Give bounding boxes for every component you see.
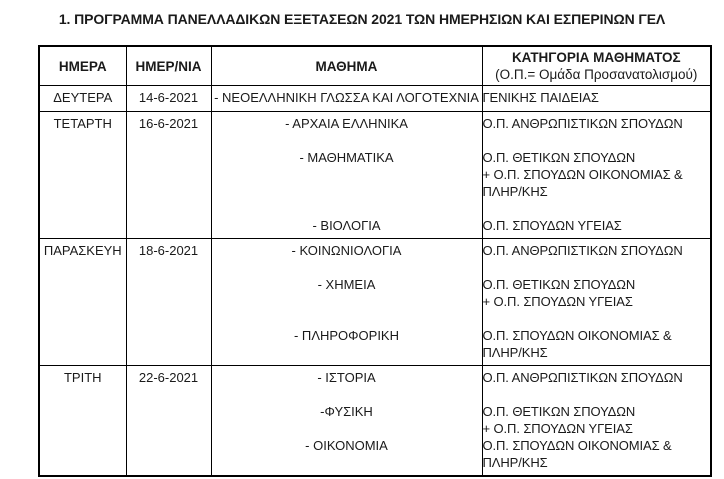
header-category-subtitle: (Ο.Π.= Ομάδα Προσανατολισμού)	[495, 67, 698, 82]
subject-cell	[211, 86, 482, 112]
category-line: Ο.Π. ΘΕΤΙΚΩΝ ΣΠΟΥΔΩΝ	[482, 404, 636, 419]
category-line: Ο.Π. ΑΝΘΡΩΠΙΣΤΙΚΩΝ ΣΠΟΥΔΩΝ	[482, 243, 683, 258]
day-label: ΤΡΙΤΗ	[63, 370, 102, 385]
day-label: ΔΕΥΤΕΡΑ	[53, 90, 113, 105]
subject-line	[212, 132, 482, 149]
day-cell	[39, 366, 126, 477]
category-line: Ο.Π. ΣΠΟΥΔΩΝ ΟΙΚΟΝΟΜΙΑΣ &	[482, 328, 672, 343]
subject-line	[212, 386, 482, 403]
header-date-label: ΗΜΕΡ/ΝΙΑ	[135, 58, 202, 74]
date-label: 16-6-2021	[138, 116, 199, 131]
day-cell	[39, 239, 126, 366]
subject-line: - ΠΛΗΡΟΦΟΡΙΚΗ	[293, 328, 399, 343]
subject-line	[212, 454, 482, 471]
category-line: ΓΕΝΙΚΗΣ ΠΑΙΔΕΙΑΣ	[482, 90, 599, 105]
subject-line: -ΦΥΣΙΚΗ	[320, 404, 373, 419]
category-line: Ο.Π. ΘΕΤΙΚΩΝ ΣΠΟΥΔΩΝ	[482, 150, 636, 165]
date-cell	[126, 239, 211, 366]
category-line	[483, 200, 711, 217]
day-label: ΠΑΡΑΣΚΕΥΗ	[43, 243, 122, 258]
table-row	[39, 86, 711, 112]
category-line: Ο.Π. ΘΕΤΙΚΩΝ ΣΠΟΥΔΩΝ	[482, 277, 636, 292]
subject-line: - ΟΙΚΟΝΟΜΙΑ	[305, 438, 388, 453]
day-cell	[39, 112, 126, 239]
table-row	[39, 112, 711, 239]
subject-line	[212, 293, 482, 310]
header-day	[39, 46, 126, 86]
category-line: Ο.Π. ΑΝΘΡΩΠΙΣΤΙΚΩΝ ΣΠΟΥΔΩΝ	[482, 370, 683, 385]
category-line: ΠΛΗΡ/ΚΗΣ	[482, 184, 548, 199]
category-line: ΠΛΗΡ/ΚΗΣ	[482, 345, 548, 360]
day-cell	[39, 86, 126, 112]
category-line: + Ο.Π. ΣΠΟΥΔΩΝ ΥΓΕΙΑΣ	[482, 421, 633, 436]
header-day-label: ΗΜΕΡΑ	[58, 58, 107, 74]
date-cell	[126, 112, 211, 239]
subject-line: - ΝΕΟΕΛΛΗΝΙΚΗ ΓΛΩΣΣΑ ΚΑΙ ΛΟΓΟΤΕΧΝΙΑ	[214, 90, 479, 105]
subject-line: - ΜΑΘΗΜΑΤΙΚΑ	[299, 150, 394, 165]
subject-line: - ΑΡΧΑΙΑ ΕΛΛΗΝΙΚΑ	[285, 116, 408, 131]
subject-line	[212, 183, 482, 200]
category-line: Ο.Π. ΣΠΟΥΔΩΝ ΥΓΕΙΑΣ	[482, 218, 622, 233]
table-row	[39, 366, 711, 477]
subject-line	[212, 259, 482, 276]
category-cell	[482, 366, 711, 477]
category-line	[483, 132, 711, 149]
subject-line: - ΚΟΙΝΩΝΙΟΛΟΓΙΑ	[291, 243, 402, 258]
category-line: Ο.Π. ΑΝΘΡΩΠΙΣΤΙΚΩΝ ΣΠΟΥΔΩΝ	[482, 116, 683, 131]
category-line: ΠΛΗΡ/ΚΗΣ	[482, 455, 548, 470]
category-line	[483, 259, 711, 276]
exam-table-body	[39, 86, 711, 477]
date-label: 18-6-2021	[138, 243, 199, 258]
category-cell	[482, 239, 711, 366]
category-line: Ο.Π. ΣΠΟΥΔΩΝ ΟΙΚΟΝΟΜΙΑΣ &	[482, 438, 672, 453]
subject-line	[212, 200, 482, 217]
date-label: 14-6-2021	[138, 90, 199, 105]
date-cell	[126, 86, 211, 112]
subject-line: - ΙΣΤΟΡΙΑ	[317, 370, 376, 385]
header-date	[126, 46, 211, 86]
subject-cell	[211, 112, 482, 239]
header-subject	[211, 46, 482, 86]
category-cell	[482, 112, 711, 239]
subject-cell	[211, 239, 482, 366]
subject-line	[212, 344, 482, 361]
subject-line	[212, 166, 482, 183]
subject-line	[212, 310, 482, 327]
subject-line: - ΒΙΟΛΟΓΙΑ	[312, 218, 381, 233]
day-label: ΤΕΤΑΡΤΗ	[53, 116, 112, 131]
page-title: 1. ΠΡΟΓΡΑΜΜΑ ΠΑΝΕΛΛΑΔΙΚΩΝ ΕΞΕΤΑΣΕΩΝ 2021 ΤΩΝ ΗΜΕΡΗΣΙΩΝ ΚΑΙ ΕΣΠΕΡΙΝΩΝ ΓΕΛ	[58, 11, 666, 27]
date-cell	[126, 366, 211, 477]
table-row	[39, 239, 711, 366]
subject-cell	[211, 366, 482, 477]
category-line	[483, 310, 711, 327]
header-row	[39, 46, 711, 86]
subject-line	[212, 420, 482, 437]
category-line: + Ο.Π. ΣΠΟΥΔΩΝ ΥΓΕΙΑΣ	[482, 294, 633, 309]
header-category	[482, 46, 711, 86]
category-cell	[482, 86, 711, 112]
category-line: + Ο.Π. ΣΠΟΥΔΩΝ ΟΙΚΟΝΟΜΙΑΣ &	[482, 167, 683, 182]
exam-schedule-table	[38, 45, 712, 477]
header-subject-label: ΜΑΘΗΜΑ	[315, 58, 378, 74]
date-label: 22-6-2021	[138, 370, 199, 385]
category-line	[483, 386, 711, 403]
document-page	[0, 10, 724, 479]
subject-line: - ΧΗΜΕΙΑ	[317, 277, 376, 292]
header-category-title: ΚΑΤΗΓΟΡΙΑ ΜΑΘΗΜΑΤΟΣ	[511, 50, 681, 65]
